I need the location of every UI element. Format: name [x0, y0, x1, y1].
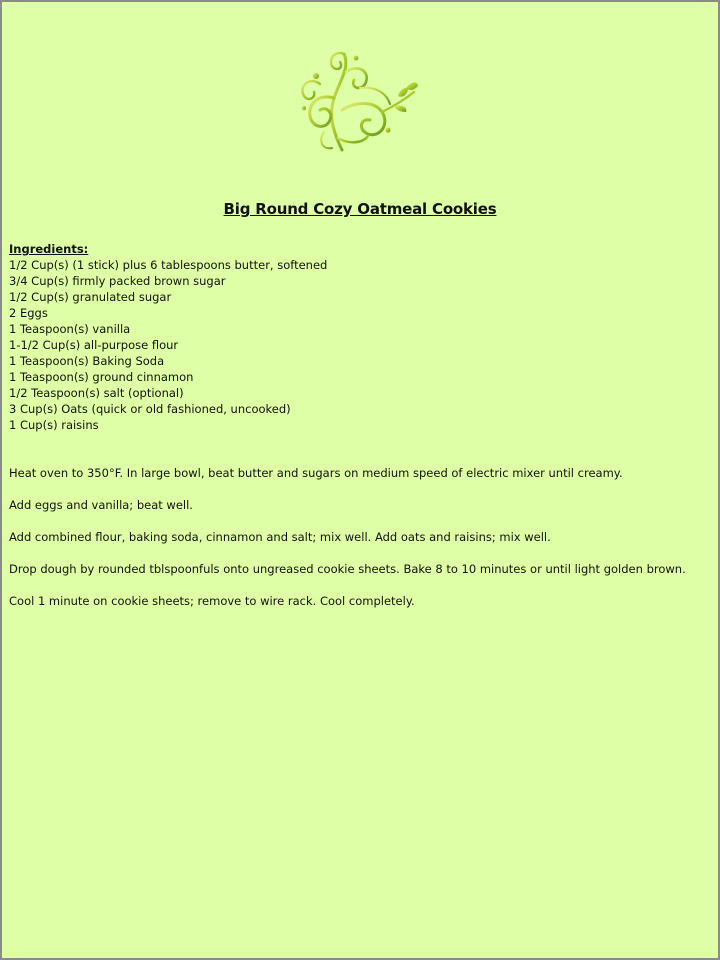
ingredient-item: 1 Cup(s) raisins [9, 418, 99, 432]
ingredient-item: 2 Eggs [9, 306, 48, 320]
ingredients-heading: Ingredients: [9, 242, 89, 256]
directions-section [9, 465, 709, 625]
direction-step: Drop dough by rounded tblspoonfuls onto ungreased cookie sheets. Bake 8 to 10 minutes or until light golden brown. [9, 562, 686, 576]
recipe-title: Big Round Cozy Oatmeal Cookies [223, 200, 497, 218]
ingredient-item: 1/2 Cup(s) (1 stick) plus 6 tablespoons butter, softened [9, 258, 328, 272]
direction-step: Add combined flour, baking soda, cinnamon and salt; mix well. Add oats and raisins; mix well. [9, 530, 551, 544]
ingredient-item: 1/2 Teaspoon(s) salt (optional) [9, 386, 184, 400]
direction-step: Heat oven to 350°F. In large bowl, beat butter and sugars on medium speed of electric mixer until creamy. [9, 466, 623, 480]
ingredient-item: 1 Teaspoon(s) ground cinnamon [9, 370, 194, 384]
swirl-ornament-icon [290, 46, 420, 158]
ingredient-item: 1-1/2 Cup(s) all-purpose flour [9, 338, 179, 352]
ingredient-item: 1 Teaspoon(s) Baking Soda [9, 354, 165, 368]
ingredients-list [9, 257, 327, 433]
ingredient-item: 3 Cup(s) Oats (quick or old fashioned, uncooked) [9, 402, 291, 416]
ingredient-item: 1 Teaspoon(s) vanilla [9, 322, 131, 336]
direction-step: Add eggs and vanilla; beat well. [9, 498, 193, 512]
direction-step: Cool 1 minute on cookie sheets; remove to wire rack. Cool completely. [9, 594, 415, 608]
ingredient-item: 1/2 Cup(s) granulated sugar [9, 290, 172, 304]
ingredient-item: 3/4 Cup(s) firmly packed brown sugar [9, 274, 226, 288]
ingredients-section [9, 241, 327, 433]
